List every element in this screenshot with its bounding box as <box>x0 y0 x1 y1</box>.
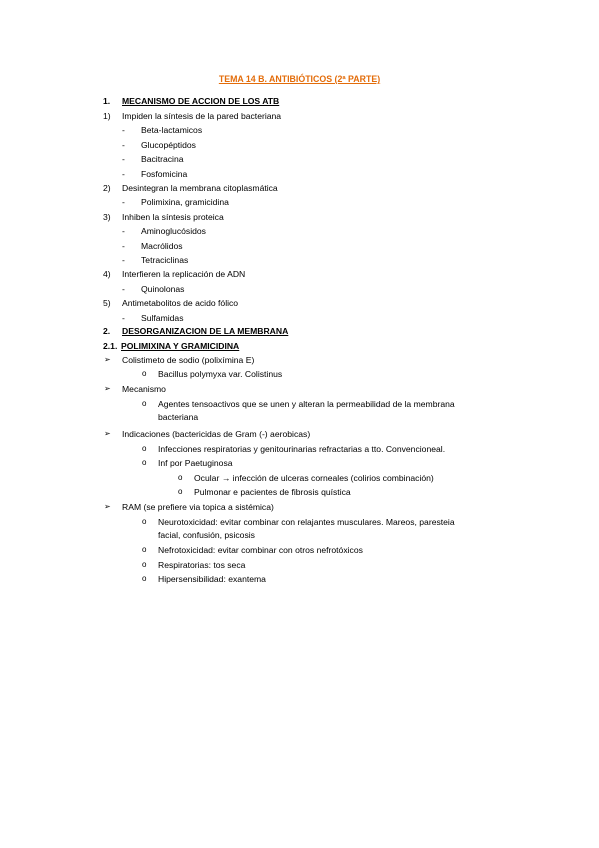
mechanism-item-text: Desintegran la membrana citoplasmática <box>122 183 278 193</box>
section-2-1-number: 2.1. <box>103 341 118 351</box>
circle-bullet-icon: o <box>142 517 147 526</box>
sub-bullet-respiratorias: Respiratorias: tos seca <box>158 560 246 570</box>
circle-bullet-icon: o <box>178 487 183 496</box>
mechanism-subitem: Beta-lactamicos <box>141 125 203 136</box>
sub-bullet-infecciones: Infecciones respiratorias y genitourinarias refractarias a tto. Convencioneal. <box>158 444 446 454</box>
bullet-colistimeto: Colistimeto de sodio (polixímina E) <box>122 355 255 365</box>
mechanism-item-number: 3) <box>103 211 111 222</box>
mechanism-item-text: Impiden la síntesis de la pared bacteriana <box>122 111 282 121</box>
circle-bullet-icon: o <box>142 458 147 467</box>
document-title: TEMA 14 B. ANTIBIÓTICOS (2ª PARTE) <box>218 74 381 84</box>
sub-bullet-agentes: Agentes tensoactivos que se unen y alteran la permeabilidad de la membrana <box>158 399 455 409</box>
arrow-bullet-icon: ➢ <box>104 502 111 511</box>
dash-bullet: - <box>122 255 125 265</box>
arrow-bullet-icon: ➢ <box>104 429 111 438</box>
dash-bullet: - <box>122 139 125 150</box>
dash-bullet: - <box>122 125 125 136</box>
mechanism-item-text: Interfieren la replicación de ADN <box>122 269 246 280</box>
sub-bullet-neurotoxicidad: Neurotoxicidad: evitar combinar con relajantes musculares. Mareos, paresteia <box>158 517 455 527</box>
section-1-heading: MECANISMO DE ACCION DE LOS ATB <box>122 96 280 106</box>
sub-sub-bullet-ocular: Ocular → infección de ulceras corneales (colirios combinación) <box>194 473 434 483</box>
dash-bullet: - <box>122 240 125 251</box>
sub-bullet-neurotoxicidad-cont: facial, confusión, psicosis <box>158 530 255 540</box>
mechanism-subitem: Sulfamidas <box>141 312 184 323</box>
section-2-number: 2. <box>103 326 111 336</box>
mechanism-subitem: Aminoglucósidos <box>141 226 206 237</box>
bullet-mecanismo: Mecanismo <box>122 384 166 394</box>
circle-bullet-icon: o <box>178 473 183 482</box>
mechanism-subitem: Macrólidos <box>141 240 183 251</box>
mechanism-item-number: 2) <box>103 183 111 193</box>
sub-bullet-nefrotoxicidad: Nefrotoxicidad: evitar combinar con otros nefrotóxicos <box>158 545 363 555</box>
sub-bullet-hipersensibilidad: Hipersensibilidad: exantema <box>158 574 266 584</box>
mechanism-subitem: Glucopéptidos <box>141 139 196 150</box>
mechanism-subitem: Quinolonas <box>141 283 185 294</box>
dash-bullet: - <box>122 312 125 323</box>
arrow-bullet-icon: ➢ <box>104 355 111 364</box>
mechanism-item-text: Antimetabolitos de acido fólico <box>122 298 239 309</box>
sub-sub-bullet-pulmonar: Pulmonar e pacientes de fibrosis quística <box>194 487 351 497</box>
sub-bullet-paetuginosa: Inf por Paetuginosa <box>158 458 233 468</box>
dash-bullet: - <box>122 197 125 208</box>
mechanism-subitem: Fosfomicina <box>141 168 188 179</box>
sub-bullet-bacillus: Bacillus polymyxa var. Colistinus <box>158 369 283 379</box>
mechanism-item-number: 1) <box>103 111 111 121</box>
circle-bullet-icon: o <box>142 369 147 378</box>
mechanism-item-text: Inhiben la síntesis proteica <box>122 211 224 222</box>
section-1-number: 1. <box>103 96 111 106</box>
dash-bullet: - <box>122 283 125 294</box>
circle-bullet-icon: o <box>142 399 147 408</box>
mechanism-subitem: Polimixina, gramicidina <box>141 197 229 208</box>
circle-bullet-icon: o <box>142 444 147 453</box>
dash-bullet: - <box>122 226 125 237</box>
sub-bullet-agentes-cont: bacteriana <box>158 412 199 422</box>
mechanism-subitem: Bacitracina <box>141 154 184 165</box>
section-2-1-heading: POLIMIXINA Y GRAMICIDINA <box>121 341 240 351</box>
mechanism-subitem: Tetraciclinas <box>141 255 189 265</box>
dash-bullet: - <box>122 154 125 165</box>
bullet-indicaciones: Indicaciones (bactericidas de Gram (-) aerobicas) <box>122 429 311 439</box>
mechanism-item-number: 4) <box>103 269 111 280</box>
circle-bullet-icon: o <box>142 574 147 583</box>
section-2-heading: DESORGANIZACION DE LA MEMBRANA <box>122 326 289 336</box>
bullet-ram: RAM (se prefiere via topica a sistémica) <box>122 502 274 512</box>
circle-bullet-icon: o <box>142 545 147 554</box>
mechanism-item-number: 5) <box>103 298 111 309</box>
arrow-bullet-icon: ➢ <box>104 384 111 393</box>
dash-bullet: - <box>122 168 125 179</box>
circle-bullet-icon: o <box>142 560 147 569</box>
